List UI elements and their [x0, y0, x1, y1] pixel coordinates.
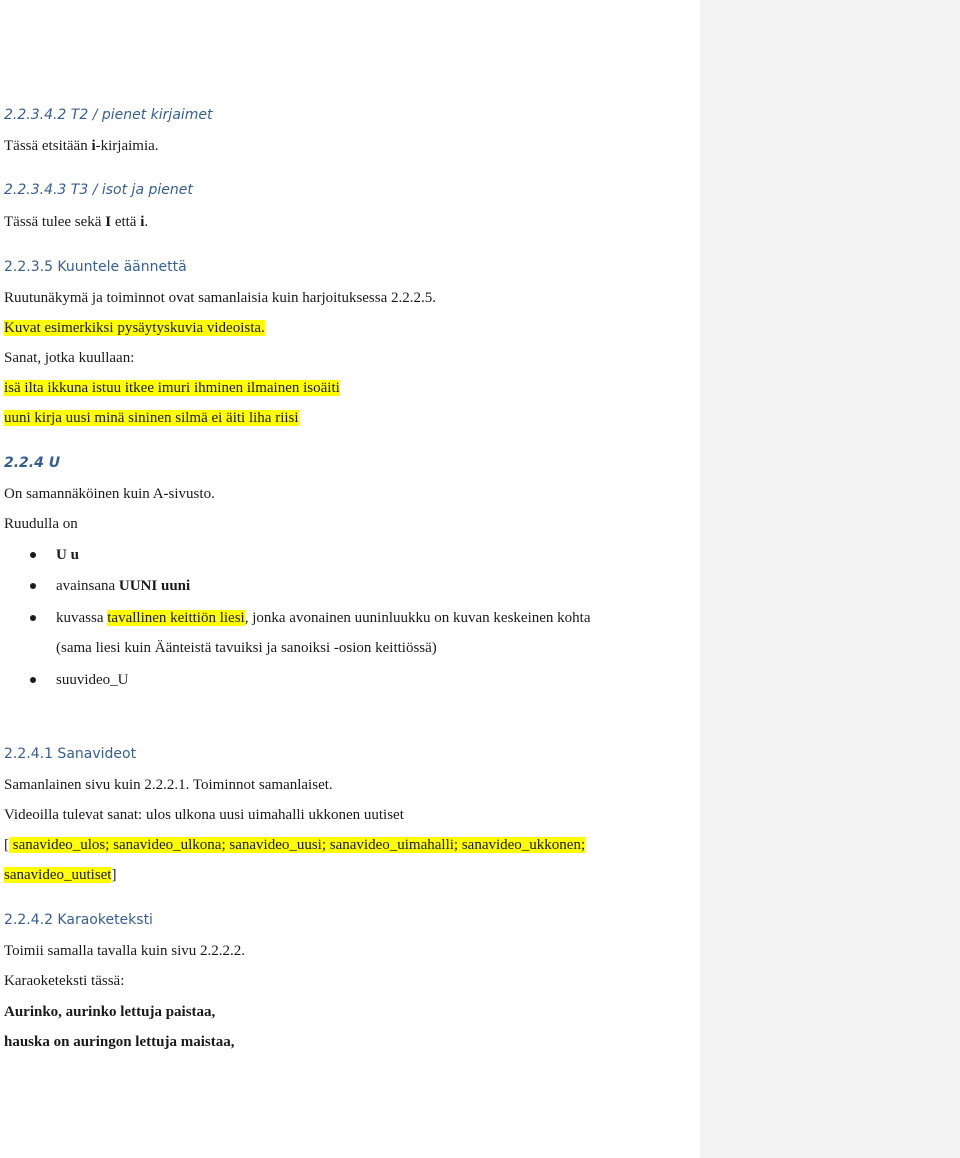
- paragraph-2235-1: Ruutunäkymä ja toiminnot ovat samanlaisia kuin harjoituksessa 2.2.2.5.: [4, 290, 437, 306]
- bullet-dot: [30, 552, 36, 558]
- bullet-dot: [30, 615, 36, 621]
- paragraph-224-2: Ruudulla on: [4, 516, 78, 532]
- bullet-item-3-continuation: (sama liesi kuin Äänteistä tavuiksi ja sanoiksi -osion keittiössä): [56, 640, 437, 656]
- bullet-item-2: avainsana UUNI uuni: [56, 578, 191, 594]
- paragraph-2241-1: Samanlainen sivu kuin 2.2.2.1. Toiminnot samanlaiset.: [4, 777, 333, 793]
- paragraph-22343: Tässä tulee sekä I että i.: [4, 214, 149, 230]
- paragraph-2241-3: [ sanavideo_ulos; sanavideo_ulkona; sanavideo_uusi; sanavideo_uimahalli; sanavideo_ukkonen;: [4, 837, 586, 853]
- heading-22343: 2.2.3.4.3 T3 / isot ja pienet: [4, 182, 193, 198]
- bullet-dot: [30, 583, 36, 589]
- paragraph-2235-5: uuni kirja uusi minä sininen silmä ei äiti liha riisi: [4, 410, 299, 426]
- heading-224: 2.2.4 U: [4, 455, 61, 471]
- bullet-item-1: U u: [56, 547, 79, 563]
- bullet-item-4: suuvideo_U: [56, 672, 129, 688]
- heading-2235: 2.2.3.5 Kuuntele äännettä: [4, 259, 187, 275]
- karaoke-line-1: Aurinko, aurinko lettuja paistaa,: [4, 1004, 216, 1020]
- paragraph-2241-2: Videoilla tulevat sanat: ulos ulkona uusi uimahalli ukkonen uutiset: [4, 807, 404, 823]
- karaoke-line-2: hauska on auringon lettuja maistaa,: [4, 1034, 235, 1050]
- paragraph-2241-4: sanavideo_uutiset]: [4, 867, 117, 883]
- paragraph-224-1: On samannäköinen kuin A-sivusto.: [4, 486, 215, 502]
- heading-22342: 2.2.3.4.2 T2 / pienet kirjaimet: [4, 107, 213, 123]
- paragraph-2242-2: Karaoketeksti tässä:: [4, 973, 125, 989]
- comment-pane: [700, 0, 960, 1158]
- heading-2241: 2.2.4.1 Sanavideot: [4, 746, 137, 762]
- paragraph-2235-2: Kuvat esimerkiksi pysäytyskuvia videoista.: [4, 320, 265, 336]
- bullet-dot: [30, 677, 36, 683]
- heading-2242: 2.2.4.2 Karaoketeksti: [4, 912, 153, 928]
- paragraph-2235-3: Sanat, jotka kuullaan:: [4, 350, 135, 366]
- paragraph-2235-4: isä ilta ikkuna istuu itkee imuri ihminen ilmainen isoäiti: [4, 380, 340, 396]
- bullet-item-3: kuvassa tavallinen keittiön liesi, jonka avonainen uuninluukku on kuvan keskeinen kohta: [56, 610, 591, 626]
- paragraph-22342: Tässä etsitään i-kirjaimia.: [4, 138, 159, 154]
- paragraph-2242-1: Toimii samalla tavalla kuin sivu 2.2.2.2.: [4, 943, 245, 959]
